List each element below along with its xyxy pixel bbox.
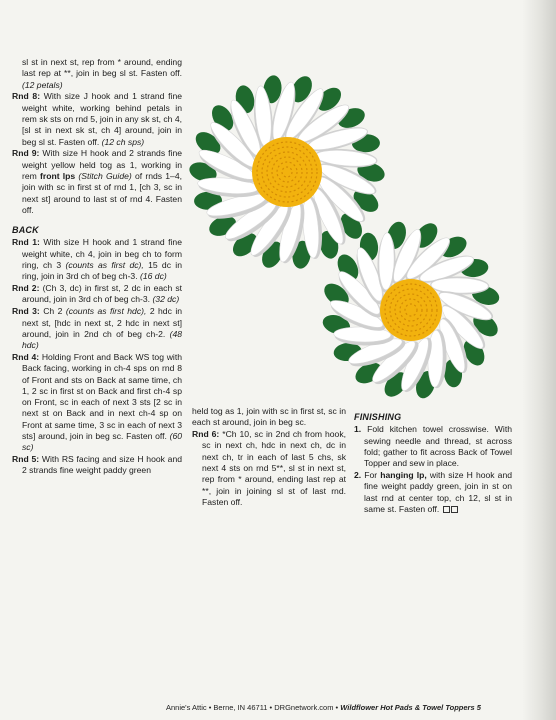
footer-publisher: Annie's Attic • Berne, IN 46711 • DRGnetwork.com • [166,703,339,712]
back-rnd6-text: *Ch 10, sc in 2nd ch from hook, sc in next ch, hdc in next ch, dc in next ch, tr in each of last 5 chs, sk next 4 sts on rnd 5**, sl st in next st, rep from * around, ending last rep at **, join in joining sl st of last rnd. Fasten off. [202,429,347,507]
step-2-text-a: For [364,469,378,480]
page-edge-shadow [522,0,556,720]
footer-page-title: Wildflower Hot Pads & Towel Toppers 5 [340,703,481,712]
back-rnd5-label: Rnd 5: [12,454,40,465]
back-rnd3 [12,306,182,351]
back-rnd1 [12,237,182,282]
finishing-step-2 [354,470,512,515]
back-rnd1-note1: (counts as first dc), [65,260,144,271]
front-rnd9 [12,148,182,216]
step-1-text: Fold kitchen towel crosswise. With sewing needle and thread, st across fold; gather to fit across Back of Towel Topper and sew in place. [364,424,512,469]
end-mark-icon [443,506,450,513]
back-rnd6-label: Rnd 6: [192,429,220,440]
back-rnd4-note: (60 sc) [22,431,182,453]
finishing-heading: FINISHING [354,412,402,422]
back-rnd6 [192,429,346,508]
back-rnd1-label: Rnd 1: [12,237,40,248]
rnd9-note: (Stitch Guide) [78,170,132,181]
back-rnd2-note: (32 dc) [152,294,180,305]
back-rnd3-label: Rnd 3: [12,306,40,317]
back-rnd2-label: Rnd 2: [12,283,40,294]
back-rnd4 [12,352,182,454]
rnd7-text: sl st in next st, rep from * around, ending last rep at **, join in beg sl st. Fasten off. [22,57,182,79]
back-rnd1-text-a: With size H hook and 1 strand fine weight white, ch 4, join in beg ch to form ring, ch 3 [22,237,182,271]
instructions-column-1 [12,57,182,477]
back-rnd2-text: (Ch 3, dc) in first st, 2 dc in each st around, join in 3rd ch of beg ch-3. [22,283,183,305]
back-rnd3-text-b: 2 hdc in next st, [hdc in next st, 2 hdc in next st] around, join in 2nd ch of beg ch-2. [22,306,183,339]
rnd7-note: (12 petals) [22,79,63,90]
back-rnd5 [12,454,182,477]
rnd9-text-b: of rnds 1–4, join with sc in first st of rnd 1, [ch 3, sc in next st] around to last st of rnd 4. Fasten off. [22,170,182,215]
instructions-column-3 [354,412,512,515]
page-footer [166,703,481,712]
back-rnd2 [12,283,182,306]
rnd9-bold: front lps [40,170,76,181]
rnd8-note: (12 ch sps) [101,136,145,147]
back-rnd4-label: Rnd 4: [12,351,40,362]
flower-center [380,279,442,341]
rnd8-label: Rnd 8: [12,91,41,102]
back-rnd3-text-a: Ch 2 [43,306,63,317]
back-rnd1-text-b: 15 dc in ring, join in 3rd ch of beg ch-3. [22,260,182,282]
step-2-text-b: with size H hook and fine weight paddy green, join in st on last rnd at center top, ch 12, sl st in same st. Fasten off. [364,469,513,514]
back-rnd3-note2: (48 hdc) [22,328,182,351]
step-2-bold: hanging lp, [380,469,427,480]
flower-photo-small [319,218,503,402]
back-rnd3-note1: (counts as first hdc), [65,306,147,317]
step-1-number: 1. [354,424,362,435]
instructions-column-2 [192,406,346,508]
rnd9-label: Rnd 9: [12,148,40,159]
back-rnd5-text: With RS facing and size H hook and 2 strands fine weight paddy green [22,454,183,476]
end-mark-icon [451,506,458,513]
step-2-number: 2. [354,469,362,480]
rnd8-text: With size J hook and 1 strand fine weight white, working behind petals in rem sk sts on rnd 5, join in any sk st, ch 4, [sl st in next sk st, ch 4] around, join in beg sl st. Fasten off. [22,91,183,147]
rnd7-continuation [12,57,182,91]
finishing-step-1 [354,424,512,469]
rnd5-continuation: held tog as 1, join with sc in first st, sc in each st around, join in beg sc. [192,406,346,428]
back-rnd4-text: Holding Front and Back WS tog with Back facing, working in ch-4 sps on rnd 8 of Front and sts on Back at same time, ch 1, 2 sc in first st on Back and first ch-4 sp on Front, sc in each of next 3 sts [2 sc in next st on Back and in next ch-4 sp on Front at same time, 3 sc in each of next 3 sts] around, join in beg sc. Fasten off. [22,351,183,441]
back-rnd1-note2: (16 dc) [140,271,167,282]
front-rnd8 [12,91,182,147]
rnd9-text-a: With size H hook and 2 strands fine weight yellow held tog as 1, working in rem [22,148,183,181]
back-heading: BACK [12,225,39,236]
